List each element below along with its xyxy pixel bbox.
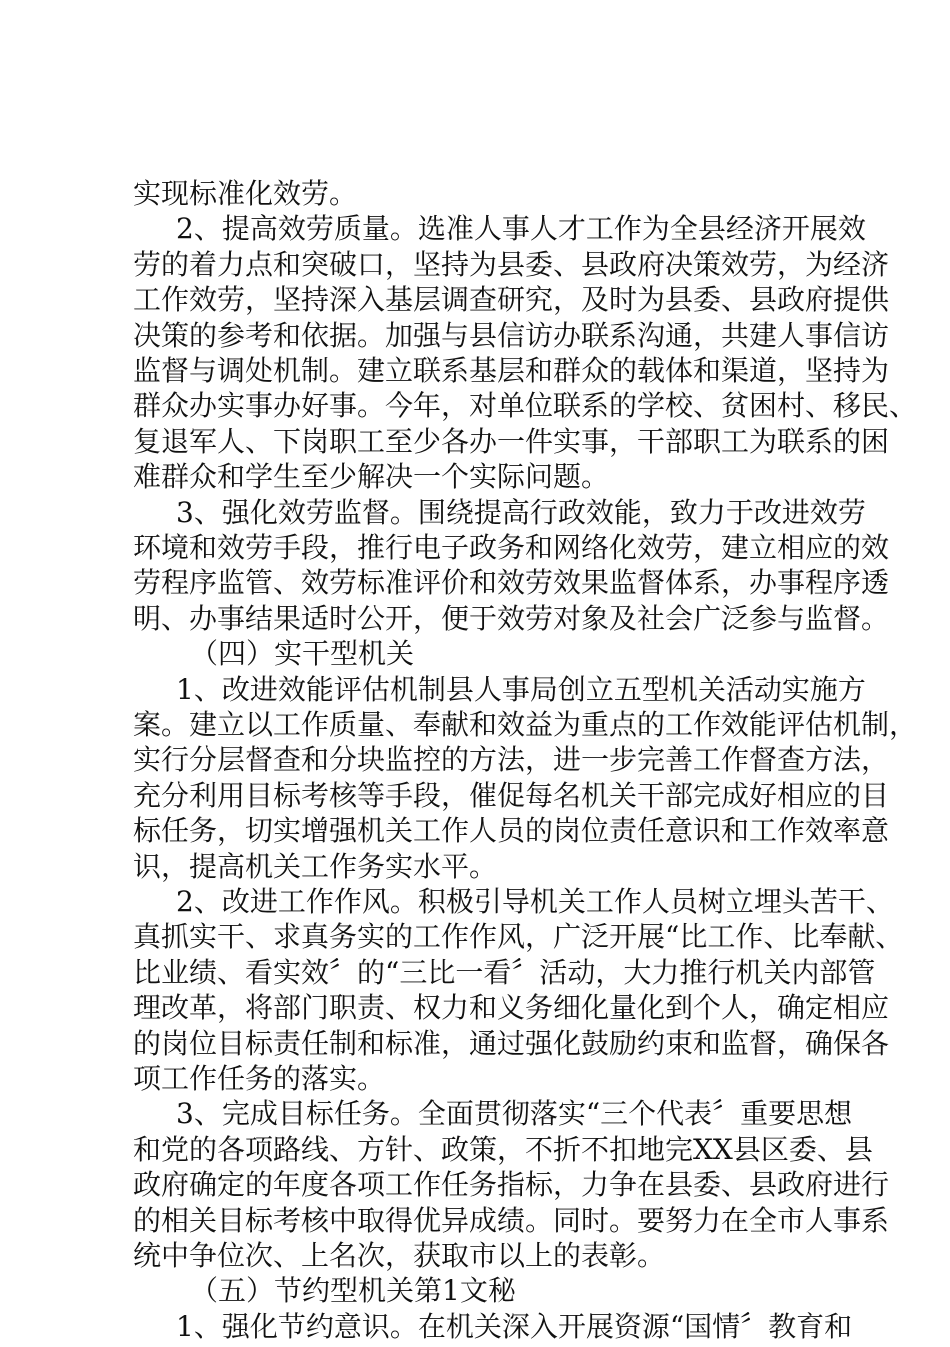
text-line: 明、办事结果适时公开，便于效劳对象及社会广泛参与监督。 — [133, 602, 890, 635]
text-line: 群众办实事办好事。今年，对单位联系的学校、贫困村、移民、 — [133, 389, 918, 422]
text-line: 环境和效劳手段，推行电子政务和网络化效劳，建立相应的效 — [133, 531, 890, 564]
text-line: 识，提高机关工作务实水平。 — [133, 850, 498, 883]
text-line: 案。建立以工作质量、奉献和效益为重点的工作效能评估机制， — [133, 708, 918, 741]
section-heading: （四）实干型机关 — [190, 637, 415, 670]
text-line: 3、完成目标任务。全面贯彻落实“三个代表〞重要思想 — [176, 1097, 853, 1130]
text-line: 的相关目标考核中取得优异成绩。同时。要努力在全市人事系 — [133, 1204, 890, 1237]
text-line: 复退军人、下岗职工至少各办一件实事，干部职工为联系的困 — [133, 425, 890, 458]
text-line: 项工作任务的落实。 — [133, 1062, 386, 1095]
text-line: 理改革，将部门职责、权力和义务细化量化到个人，确定相应 — [133, 991, 890, 1024]
text-line: 1、强化节约意识。在机关深入开展资源“国情〞教育和 — [176, 1310, 853, 1343]
text-line: 真抓实干、求真务实的工作作风，广泛开展“比工作、比奉献、 — [133, 920, 904, 953]
text-line: 2、提高效劳质量。选准人事人才工作为全县经济开展效 — [176, 212, 866, 245]
text-line: 政府确定的年度各项工作任务指标，力争在县委、县政府进行 — [133, 1168, 890, 1201]
text-line: 统中争位次、上名次，获取市以上的表彰。 — [133, 1239, 666, 1272]
text-line: 监督与调处机制。建立联系基层和群众的载体和渠道，坚持为 — [133, 354, 890, 387]
text-line: 的岗位目标责任制和标准，通过强化鼓励约束和监督，确保各 — [133, 1027, 890, 1060]
text-line: 比业绩、看实效〞的“三比一看〞活动，大力推行机关内部管 — [133, 956, 876, 989]
text-line: 决策的参考和依据。加强与县信访办联系沟通，共建人事信访 — [133, 319, 890, 352]
text-line: 1、改进效能评估机制县人事局创立五型机关活动实施方 — [176, 673, 866, 706]
text-line: 和党的各项路线、方针、政策，不折不扣地完XX县区委、县 — [133, 1133, 873, 1166]
text-line: 标任务，切实增强机关工作人员的岗位责任意识和工作效率意 — [133, 814, 890, 847]
text-line: 工作效劳，坚持深入基层调查研究，及时为县委、县政府提供 — [133, 283, 890, 316]
text-line: 劳程序监管、效劳标准评价和效劳效果监督体系，办事程序透 — [133, 566, 890, 599]
text-line: 难群众和学生至少解决一个实际问题。 — [133, 460, 610, 493]
text-line: 3、强化效劳监督。围绕提高行政效能，致力于改进效劳 — [176, 496, 866, 529]
section-heading: （五）节约型机关第1文秘 — [190, 1274, 516, 1307]
text-line: 2、改进工作作风。积极引导机关工作人员树立埋头苦干、 — [176, 885, 894, 918]
text-line: 实现标准化效劳。 — [133, 177, 358, 210]
text-line: 劳的着力点和突破口，坚持为县委、县政府决策效劳，为经济 — [133, 248, 890, 281]
text-line: 充分利用目标考核等手段，催促每名机关干部完成好相应的目 — [133, 779, 890, 812]
text-line: 实行分层督查和分块监控的方法，进一步完善工作督查方法， — [133, 743, 890, 776]
